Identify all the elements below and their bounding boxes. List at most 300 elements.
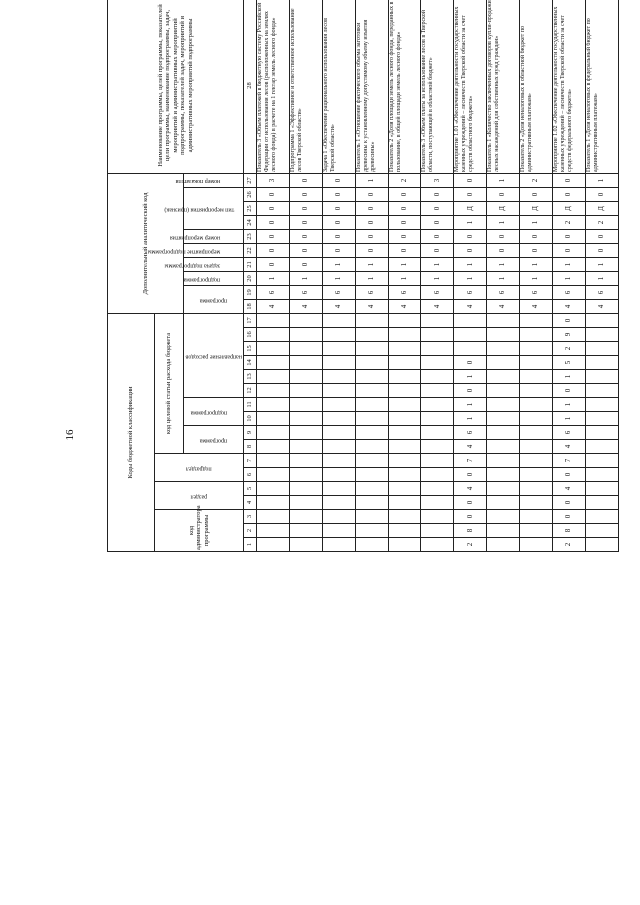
code-cell (520, 468, 553, 482)
code-cell (256, 426, 289, 440)
code-cell (322, 454, 355, 468)
code-cell: 1 (388, 272, 421, 286)
code-cell: 1 (454, 398, 487, 412)
code-cell: 1 (520, 272, 553, 286)
code-cell (388, 538, 421, 552)
code-cell: 4 (454, 482, 487, 496)
code-cell (388, 342, 421, 356)
code-cell (388, 328, 421, 342)
code-cell (355, 538, 388, 552)
code-cell (487, 454, 520, 468)
code-cell (355, 356, 388, 370)
code-cell: 0 (454, 468, 487, 482)
code-cell: 1 (421, 258, 454, 272)
code-cell: 1 (454, 412, 487, 426)
column-number: 7 (243, 454, 256, 468)
code-cell (256, 328, 289, 342)
ad-subprogram-header: подпрограмма (183, 272, 243, 286)
table-row (553, 0, 586, 552)
code-cell: 7 (454, 454, 487, 468)
code-cell: 0 (388, 188, 421, 202)
column-number: 13 (243, 370, 256, 384)
code-cell (421, 482, 454, 496)
code-cell (520, 314, 553, 328)
code-cell (585, 370, 618, 384)
code-cell: Д (487, 202, 520, 216)
table-row (454, 0, 487, 552)
code-cell: 0 (454, 188, 487, 202)
table-row (421, 0, 454, 552)
table-row (585, 0, 618, 552)
code-cell: 4 (388, 300, 421, 314)
code-cell (421, 468, 454, 482)
code-cell: 1 (322, 258, 355, 272)
code-cell (388, 314, 421, 328)
section-header: раздел (155, 482, 244, 510)
code-cell (322, 342, 355, 356)
code-cell (256, 314, 289, 328)
code-cell (487, 426, 520, 440)
code-cell: 0 (355, 244, 388, 258)
code-cell (256, 440, 289, 454)
code-cell: Д (454, 202, 487, 216)
code-cell: 1 (256, 272, 289, 286)
code-cell: 0 (322, 202, 355, 216)
code-cell (487, 384, 520, 398)
code-cell: 6 (553, 426, 586, 440)
code-cell: 0 (421, 230, 454, 244)
code-cell: 0 (553, 244, 586, 258)
code-cell (585, 440, 618, 454)
code-cell: 6 (553, 286, 586, 300)
code-cell (520, 482, 553, 496)
column-number-row (243, 0, 256, 552)
code-cell: 3 (421, 173, 454, 187)
code-cell: 0 (355, 230, 388, 244)
column-number: 12 (243, 384, 256, 398)
code-cell (487, 370, 520, 384)
code-cell: 1 (487, 272, 520, 286)
code-cell: 1 (553, 370, 586, 384)
code-cell: 9 (553, 328, 586, 342)
code-cell: 0 (553, 384, 586, 398)
code-cell: 0 (256, 202, 289, 216)
code-cell: 1 (355, 272, 388, 286)
column-number: 28 (243, 0, 256, 173)
code-cell (322, 398, 355, 412)
code-cell: 4 (454, 440, 487, 454)
code-cell: 8 (454, 524, 487, 538)
code-cell (421, 440, 454, 454)
code-cell (454, 314, 487, 328)
code-cell: 0 (388, 230, 421, 244)
code-cell (322, 510, 355, 524)
code-cell (322, 538, 355, 552)
column-number: 3 (243, 510, 256, 524)
code-cell (322, 482, 355, 496)
code-cell (421, 356, 454, 370)
code-cell: 0 (289, 173, 322, 187)
code-cell: 6 (454, 286, 487, 300)
code-cell (289, 440, 322, 454)
code-cell (487, 510, 520, 524)
code-cell (421, 426, 454, 440)
code-cell: 0 (256, 230, 289, 244)
code-cell (355, 496, 388, 510)
code-cell (585, 426, 618, 440)
code-cell (487, 328, 520, 342)
code-cell: 1 (585, 173, 618, 187)
page-number: 16 (64, 429, 76, 441)
code-cell (388, 356, 421, 370)
code-cell: 2 (553, 342, 586, 356)
code-cell: 1 (454, 370, 487, 384)
column-number: 2 (243, 524, 256, 538)
code-cell (388, 398, 421, 412)
code-cell (388, 384, 421, 398)
code-cell (585, 398, 618, 412)
code-cell (256, 370, 289, 384)
table-row (256, 0, 289, 552)
code-cell: 0 (585, 244, 618, 258)
code-cell (520, 342, 553, 356)
code-cell (355, 328, 388, 342)
code-cell: 0 (520, 244, 553, 258)
table-row (289, 0, 322, 552)
code-cell: 0 (454, 244, 487, 258)
code-cell (355, 454, 388, 468)
code-cell: 1 (520, 216, 553, 230)
code-cell (256, 538, 289, 552)
ad-task-header: задача подпрограммы (183, 258, 243, 272)
code-cell: 0 (289, 202, 322, 216)
code-cell: 0 (322, 230, 355, 244)
item-name: Показатель 3 «Объем платы за использование лесов в Тверской области, поступающей в областной бюджет» (421, 0, 454, 173)
code-cell (322, 426, 355, 440)
code-cell: 0 (256, 188, 289, 202)
code-cell (520, 524, 553, 538)
code-cell (585, 510, 618, 524)
code-cell (322, 356, 355, 370)
code-cell: 4 (421, 300, 454, 314)
code-cell: 1 (487, 216, 520, 230)
code-cell: 0 (585, 230, 618, 244)
program-table (107, 0, 619, 552)
code-cell: Д (553, 202, 586, 216)
code-cell: 0 (553, 230, 586, 244)
code-cell: 6 (388, 286, 421, 300)
code-cell (487, 398, 520, 412)
code-cell: 0 (454, 356, 487, 370)
code-cell: 1 (355, 258, 388, 272)
code-cell: 1 (553, 272, 586, 286)
code-cell (585, 524, 618, 538)
column-number: 11 (243, 398, 256, 412)
code-cell (585, 412, 618, 426)
code-cell (289, 370, 322, 384)
code-cell (520, 328, 553, 342)
code-cell: 0 (520, 188, 553, 202)
code-cell: 6 (421, 286, 454, 300)
code-cell (256, 496, 289, 510)
item-name: Подпрограмма 1 «Эффективное и ответственное использование лесов Тверской области» (289, 0, 322, 173)
column-number: 25 (243, 202, 256, 216)
column-number: 6 (243, 468, 256, 482)
code-cell (520, 440, 553, 454)
code-cell: 2 (454, 538, 487, 552)
code-cell (520, 412, 553, 426)
code-cell: 0 (487, 230, 520, 244)
item-name: Показатель 2 «Доля неналоговых в областной бюджет по административным платежам» (520, 0, 553, 173)
code-cell (256, 398, 289, 412)
target-program-header: программа (183, 426, 243, 454)
item-name: Показатель 1 «Количество заключенных договоров купли-продажи лесных насаждений для собственных нужд граждан» (487, 0, 520, 173)
code-cell (355, 370, 388, 384)
item-name: Мероприятие 1.01 «Обеспечение деятельности государственных казенных учреждений – лесничеств Тверской области за счет средств областного бюджета» (454, 0, 487, 173)
code-cell: Д (585, 202, 618, 216)
code-cell: 6 (355, 286, 388, 300)
code-cell: 0 (454, 384, 487, 398)
code-cell: 1 (421, 272, 454, 286)
code-cell: 4 (322, 300, 355, 314)
column-number: 24 (243, 216, 256, 230)
code-cell (388, 468, 421, 482)
code-cell (355, 412, 388, 426)
code-cell: 1 (454, 258, 487, 272)
column-number: 20 (243, 272, 256, 286)
column-number: 22 (243, 244, 256, 258)
code-cell (388, 510, 421, 524)
code-cell (421, 510, 454, 524)
code-cell (487, 482, 520, 496)
column-number: 19 (243, 286, 256, 300)
item-name: Показатель 1 «Доля неналоговых в федеральный бюджет по административным платежам» (585, 0, 618, 173)
item-name: Мероприятие 1.02 «Обеспечение деятельности государственных казенных учреждений – лесничеств Тверской области за счет средств федерального бюджета» (553, 0, 586, 173)
code-cell (388, 454, 421, 468)
code-cell (487, 538, 520, 552)
code-cell (520, 384, 553, 398)
table-row (322, 0, 355, 552)
column-number: 14 (243, 356, 256, 370)
code-cell: 6 (487, 286, 520, 300)
code-cell (322, 524, 355, 538)
rotated-page-area (107, 0, 619, 880)
code-cell (355, 468, 388, 482)
code-cell (289, 328, 322, 342)
code-cell (322, 412, 355, 426)
code-cell: 2 (553, 538, 586, 552)
code-cell: 0 (454, 510, 487, 524)
code-cell: 1 (487, 173, 520, 187)
code-cell: 8 (553, 524, 586, 538)
code-cell: 0 (388, 244, 421, 258)
code-cell (520, 454, 553, 468)
code-cell: 6 (585, 286, 618, 300)
code-cell (289, 524, 322, 538)
table-row (355, 0, 388, 552)
code-cell (388, 426, 421, 440)
code-cell: 1 (355, 173, 388, 187)
code-cell: 0 (256, 258, 289, 272)
code-cell (289, 314, 322, 328)
code-cell (289, 384, 322, 398)
code-cell (289, 468, 322, 482)
code-cell (421, 370, 454, 384)
code-cell (585, 468, 618, 482)
code-cell: 0 (322, 188, 355, 202)
code-cell: 1 (487, 258, 520, 272)
column-number: 26 (243, 188, 256, 202)
code-cell: 1 (520, 258, 553, 272)
admin-code-header: код администратора программы (155, 510, 244, 552)
target-direction-header: направление расходов (183, 314, 243, 398)
code-cell (355, 482, 388, 496)
budget-codes-header: Коды бюджетной классификации (108, 314, 155, 552)
code-cell: 0 (289, 258, 322, 272)
code-cell (289, 398, 322, 412)
code-cell (289, 510, 322, 524)
code-cell (421, 342, 454, 356)
column-number: 10 (243, 412, 256, 426)
code-cell (585, 356, 618, 370)
code-cell: 0 (487, 188, 520, 202)
code-cell: Д (520, 202, 553, 216)
column-number: 15 (243, 342, 256, 356)
code-cell (585, 384, 618, 398)
code-cell: 4 (355, 300, 388, 314)
code-cell (388, 524, 421, 538)
column-number: 16 (243, 328, 256, 342)
code-cell (585, 314, 618, 328)
code-cell (388, 482, 421, 496)
code-cell (289, 412, 322, 426)
code-cell (322, 314, 355, 328)
code-cell (487, 314, 520, 328)
code-cell (487, 342, 520, 356)
code-cell: 1 (553, 412, 586, 426)
column-number: 23 (243, 230, 256, 244)
code-cell: 1 (454, 272, 487, 286)
code-cell (487, 468, 520, 482)
code-cell (487, 496, 520, 510)
column-number: 4 (243, 496, 256, 510)
target-article-header: код целевой статьи расхода бюджета (155, 314, 184, 454)
code-cell (289, 356, 322, 370)
code-cell: 1 (322, 272, 355, 286)
code-cell: 0 (388, 216, 421, 230)
code-cell (355, 524, 388, 538)
code-cell (256, 510, 289, 524)
code-cell: 0 (256, 244, 289, 258)
code-cell: 0 (553, 510, 586, 524)
code-cell: 1 (454, 216, 487, 230)
code-cell: 1 (585, 272, 618, 286)
code-cell (421, 412, 454, 426)
code-cell: 0 (421, 216, 454, 230)
column-number: 1 (243, 538, 256, 552)
code-cell: 0 (289, 244, 322, 258)
code-cell (487, 356, 520, 370)
code-cell: 6 (289, 286, 322, 300)
code-cell: 0 (520, 230, 553, 244)
code-cell (520, 356, 553, 370)
code-cell (421, 384, 454, 398)
extra-code-header: Дополнительный аналитический код (108, 173, 184, 313)
code-cell (454, 342, 487, 356)
code-cell (322, 468, 355, 482)
code-cell (487, 524, 520, 538)
code-cell: 5 (553, 356, 586, 370)
column-number: 8 (243, 440, 256, 454)
code-cell: 6 (322, 286, 355, 300)
code-cell (289, 426, 322, 440)
code-cell (355, 384, 388, 398)
code-cell: 4 (256, 300, 289, 314)
code-cell (585, 496, 618, 510)
code-cell: 1 (388, 258, 421, 272)
code-cell (256, 524, 289, 538)
code-cell: 2 (553, 216, 586, 230)
ad-program-header: программа (183, 286, 243, 314)
code-cell: 0 (355, 188, 388, 202)
code-cell: 0 (256, 216, 289, 230)
code-cell (289, 538, 322, 552)
code-cell: 0 (289, 230, 322, 244)
code-cell (585, 342, 618, 356)
ad-indicator-header: номер показателя (183, 173, 243, 187)
code-cell (289, 454, 322, 468)
name-header: Наименование программы, целей программы, показателей цели программы, наименование подпрограммы, задач, мероприятий и административных мероприятий подпрограммы, показателей задач, мероприятий и административных мероприятий подпрограммы (108, 0, 244, 173)
ad-measure-kind-header: тип мероприятия (признак) (183, 188, 243, 230)
code-cell (421, 314, 454, 328)
code-cell (421, 496, 454, 510)
code-cell: 0 (421, 202, 454, 216)
code-cell (256, 412, 289, 426)
code-cell (355, 314, 388, 328)
code-cell: 6 (454, 426, 487, 440)
code-cell: 1 (553, 258, 586, 272)
code-cell: 2 (585, 216, 618, 230)
code-cell (520, 426, 553, 440)
code-cell (520, 370, 553, 384)
code-cell (355, 440, 388, 454)
code-cell: 4 (585, 300, 618, 314)
code-cell (256, 468, 289, 482)
code-cell (421, 398, 454, 412)
code-cell (322, 370, 355, 384)
code-cell: 0 (355, 216, 388, 230)
code-cell (322, 384, 355, 398)
code-cell: 4 (553, 440, 586, 454)
code-cell (322, 328, 355, 342)
code-cell (520, 538, 553, 552)
code-cell (520, 510, 553, 524)
code-cell: 0 (553, 314, 586, 328)
code-cell: 0 (553, 173, 586, 187)
code-cell (256, 342, 289, 356)
code-cell: 0 (322, 216, 355, 230)
code-cell: 6 (520, 286, 553, 300)
code-cell (487, 412, 520, 426)
code-cell: 0 (553, 468, 586, 482)
code-cell (585, 454, 618, 468)
code-cell (388, 370, 421, 384)
code-cell (355, 426, 388, 440)
code-cell (289, 482, 322, 496)
target-subprogram-header: подпрограмма (183, 398, 243, 426)
column-number: 27 (243, 173, 256, 187)
table-row (487, 0, 520, 552)
